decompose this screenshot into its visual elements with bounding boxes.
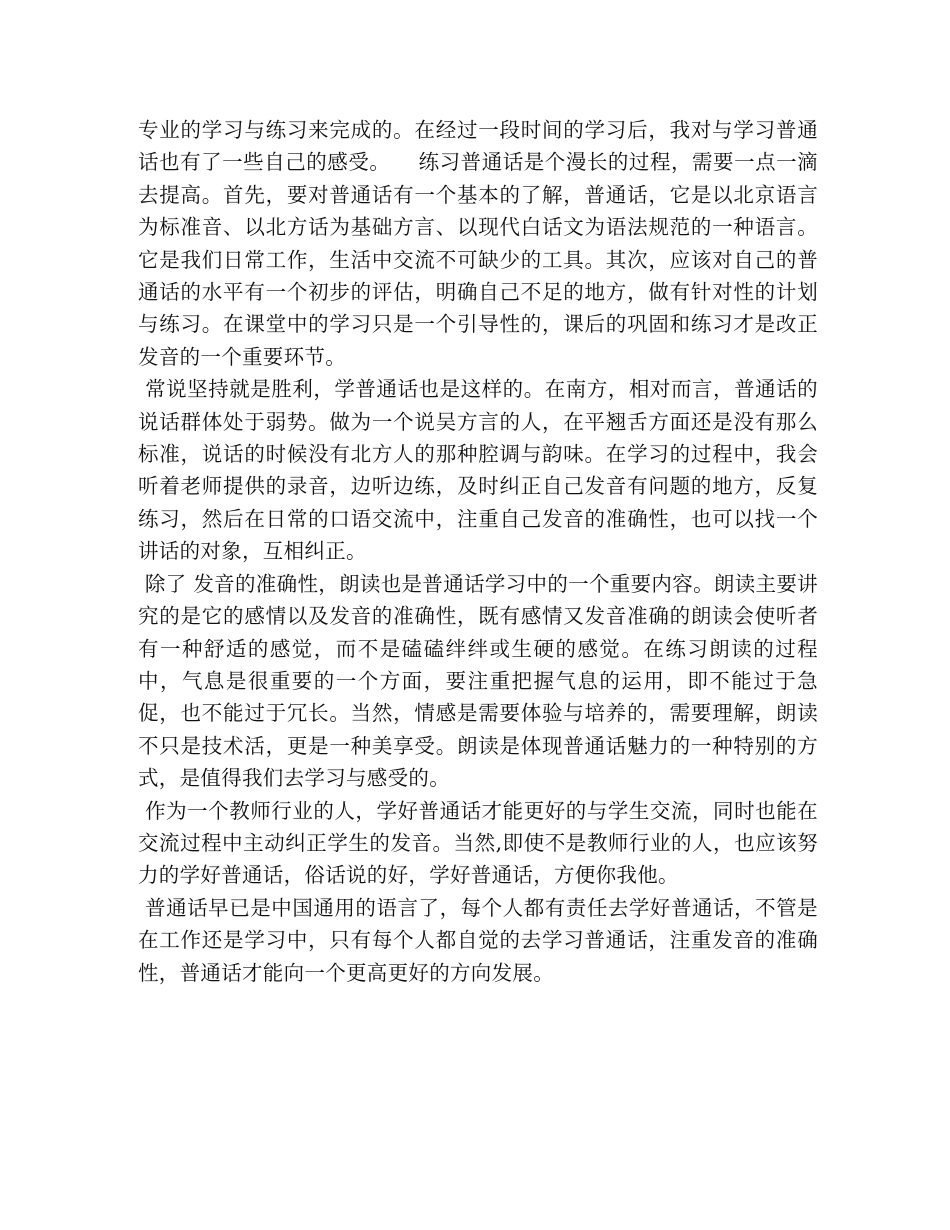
paragraph: 除了 发音的准确性，朗读也是普通话学习中的一个重要内容。朗读主要讲究的是它的感情以及发音的准确性，既有感情又发音准确的朗读会使听者有一种舒适的感觉，而不是磕磕绊绊或生硬的感觉。在练习朗读的过程中，气息是很重要的一个方面，要注重把握气息的运用，即不能过于急促，也不能过于冗长。当然，情感是需要体验与培养的，需要理解，朗读不只是技术活，更是一种美享受。朗读是体现普通话魅力的一种特别的方式，是值得我们去学习与感受的。 xyxy=(138,571,818,791)
paragraph: 作为一个教师行业的人，学好普通话才能更好的与学生交流，同时也能在交流过程中主动纠正学生的发音。当然,即使不是教师行业的人，也应该努力的学好普通话，俗话说的好，学好普通话，方便你我他。 xyxy=(138,798,818,888)
paragraph: 常说坚持就是胜利，学普通话也是这样的。在南方，相对而言，普通话的说话群体处于弱势。做为一个说吴方言的人，在平翘舌方面还是没有那么标准，说话的时候没有北方人的那种腔调与韵味。在学习的过程中，我会听着老师提供的录音，边听边练，及时纠正自己发音有问题的地方，反复练习，然后在日常的口语交流中，注重自己发音的准确性，也可以找一个讲话的对象，互相纠正。 xyxy=(138,377,818,564)
paragraph: 普通话早已是中国通用的语言了，每个人都有责任去学好普通话，不管是在工作还是学习中，只有每个人都自觉的去学习普通话，注重发音的准确性，普通话才能向一个更高更好的方向发展。 xyxy=(138,895,818,985)
document-body xyxy=(138,114,818,989)
paragraph: 专业的学习与练习来完成的。在经过一段时间的学习后，我对与学习普通话也有了一些自己的感受。 练习普通话是个漫长的过程，需要一点一滴去提高。首先，要对普通话有一个基本的了解，普通话，它是以北京语言为标准音、以北方话为基础方言、以现代白话文为语法规范的一种语言。它是我们日常工作，生活中交流不可缺少的工具。其次，应该对自己的普通话的水平有一个初步的评估，明确自己不足的地方，做有针对性的计划与练习。在课堂中的学习只是一个引导性的，课后的巩固和练习才是改正发音的一个重要环节。 xyxy=(138,118,818,369)
